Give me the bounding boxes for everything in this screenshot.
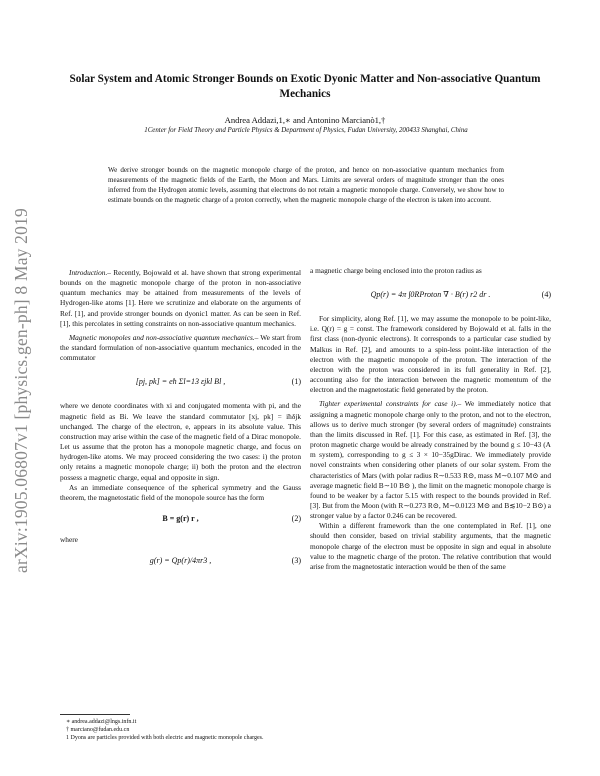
proton-radius-text: a magnetic charge being enclosed into the proton radius as bbox=[310, 266, 482, 275]
tighter-paragraph bbox=[310, 399, 551, 521]
simplicity-paragraph: For simplicity, along Ref. [1], we may assume the monopole to be point-like, i.e. Q(r) = g = const. The framework considered by Bojowald et al. falls in the first class (non-dyonic electrons). It corresponds to a particular case studied by Malkus in Ref. [2], and amounts to a spin-less point-like interaction of the electron with the magnetic monopole of the proton. The interaction of the electron with the proton was considered in its full generality in Ref. [2], accounting also for the interaction between the magnetic momentum of the electron and the magnetostatic field generated by the proton. bbox=[310, 314, 551, 395]
footnote-email-2: † marciano@fudan.edu.cn bbox=[66, 727, 130, 734]
paper-title: Solar System and Atomic Stronger Bounds on Exotic Dyonic Matter and Non-associative Quantum Mechanics bbox=[69, 73, 541, 100]
equation-3-number: (3) bbox=[291, 556, 301, 566]
where-text: where bbox=[60, 534, 78, 544]
equation-3-body: g(r) = Qp(r)/4πr3 , bbox=[149, 556, 212, 566]
arxiv-stamp bbox=[6, 140, 36, 640]
equation-3 bbox=[60, 548, 301, 574]
monopole-paragraph bbox=[60, 333, 301, 363]
within-paragraph: Within a different framework than the one contemplated in Ref. [1], one should then consider, based on trivial stability arguments, that the magnetic monopole charge of the electron must be opposite in sign and equal in absolute value to the magnetic charge of the proton. The relative contribution that would arise from the magnetostatic interaction would be then of the same bbox=[310, 521, 551, 571]
equation-1 bbox=[60, 366, 301, 398]
equation-4-body: Qp(r) = 4π ∫0RProton ∇ · B(r) r2 dr . bbox=[370, 290, 491, 300]
equation-2 bbox=[60, 506, 301, 532]
equation-2-number: (2) bbox=[291, 513, 301, 523]
tighter-heading: Tighter experimental constraints for case i).– bbox=[319, 399, 462, 409]
equation-1-number: (1) bbox=[291, 377, 301, 387]
affiliation: 1Center for Field Theory and Particle Physics & Department of Physics, Fudan University, 200433 Shanghai, China bbox=[144, 127, 468, 134]
intro-text: Recently, Bojowald et al. have shown that strong experimental bounds on the magnetic monopole charge of the proton in non-associative quantum mechanics may be attained from measurements of the levels of Hydrogen-like atoms [1]. Here we scrutinize and elaborate on the arguments of Ref. [1], and provide stronger bounds on dyonic1 matter. As can be seen in Ref. [1], this percolates in setting constraints on non-associative quantum mechanics. bbox=[60, 268, 301, 328]
abstract: We derive stronger bounds on the magnetic monopole charge of the proton, and hence on non-associative quantum mechanics from measurements of the magnetic fields of the Earth, the Moon and Mars. Limits are several orders of magnitude stronger than the ones inferred from the Hydrogen atomic levels, assuming that electrons do not retain a magnetic monopole charge. Conversely, we show how to estimate bounds on the magnetic charge of a proton correctly, when the magnetic monopole charge of the electron is taken into account. bbox=[108, 166, 504, 205]
equation-4-number: (4) bbox=[541, 290, 551, 300]
author-list: Andrea Addazi,1,∗ and Antonino Marcianò1,† bbox=[224, 115, 386, 125]
gauss-paragraph: As an immediate consequence of the spherical symmetry and the Gauss theorem, the magnetostatic field of the monopole source has the form bbox=[60, 482, 301, 502]
footnote-rule bbox=[60, 714, 130, 715]
left-column bbox=[60, 268, 301, 577]
commutator-paragraph: where we denote coordinates with xi and conjugated momenta with pi, and the magnetic field as Bi. We leave the standard commutator [xj, pk] = iħδjk unchanged. The charge of the electron, e, appears in its absolute value. This construction may arise within the case of the magnetic field of a Dirac monopole. Let us assume that the proton has a monopole magnetic charge, and focus on hydrogen-like atoms. We may proceed considering the two cases: i) the proton only retains a magnetic monopole charge; ii) both the proton and the electron possess a magnetic charge, equal and opposite in sign. bbox=[60, 401, 301, 482]
footnote-email-1: ∗ andrea.addazi@lngs.infn.it bbox=[66, 719, 137, 725]
intro-paragraph bbox=[60, 268, 301, 329]
equation-2-body: B = g(r) r , bbox=[162, 513, 199, 523]
footnote-dyons: 1 Dyons are particles provided with both electric and magnetic monopole charges. bbox=[66, 735, 264, 742]
equation-4 bbox=[310, 279, 551, 311]
arxiv-stamp-text: arXiv:1905.06807v1 [physics.gen-ph] 8 May 2019 bbox=[10, 207, 31, 573]
right-column bbox=[310, 266, 551, 572]
monopole-heading: Magnetic monopoles and non-associative quantum mechanics.– bbox=[69, 332, 259, 342]
tighter-text: We immediately notice that assigning a magnetic monopole charge only to the proton, and not to the electron, allows us to derive much stronger (by several orders of magnitude) constraints than the limits discussed in Ref. [1]. For this case, as estimated in Ref. [3], the proton magnetic charge would be already constrained by the bound g ≤ 10−43 (A m system), corresponding to g ≤ 3 × 10−35gDirac. We immediately provide novel constraints when considering other planets of our solar system. From the characteristics of Mars (with polar radius R∼0.533 R⊙, mass M∼0.107 M⊙ and average magnetic field B∼10 B⊙ ), the limit on the magnetic monopole charge is found to be weaker by a factor 5.15 with respect to the bounds provided in Ref. [3]. But from the Moon (with R∼0.273 R⊙, M∼0.0123 M⊙ and B≲10−2 B⊙) a stronger value by a factor 0.246 can be recovered. bbox=[310, 399, 551, 521]
equation-1-body: [pj, pk] = eħ Σl=13 εjkl Bl , bbox=[135, 377, 226, 387]
footnotes bbox=[60, 714, 301, 743]
monopole-text: We start from the standard formulation of non-associative quantum mechanics, encoded in the commutator bbox=[60, 332, 301, 363]
intro-heading: Introduction.– bbox=[69, 268, 111, 277]
